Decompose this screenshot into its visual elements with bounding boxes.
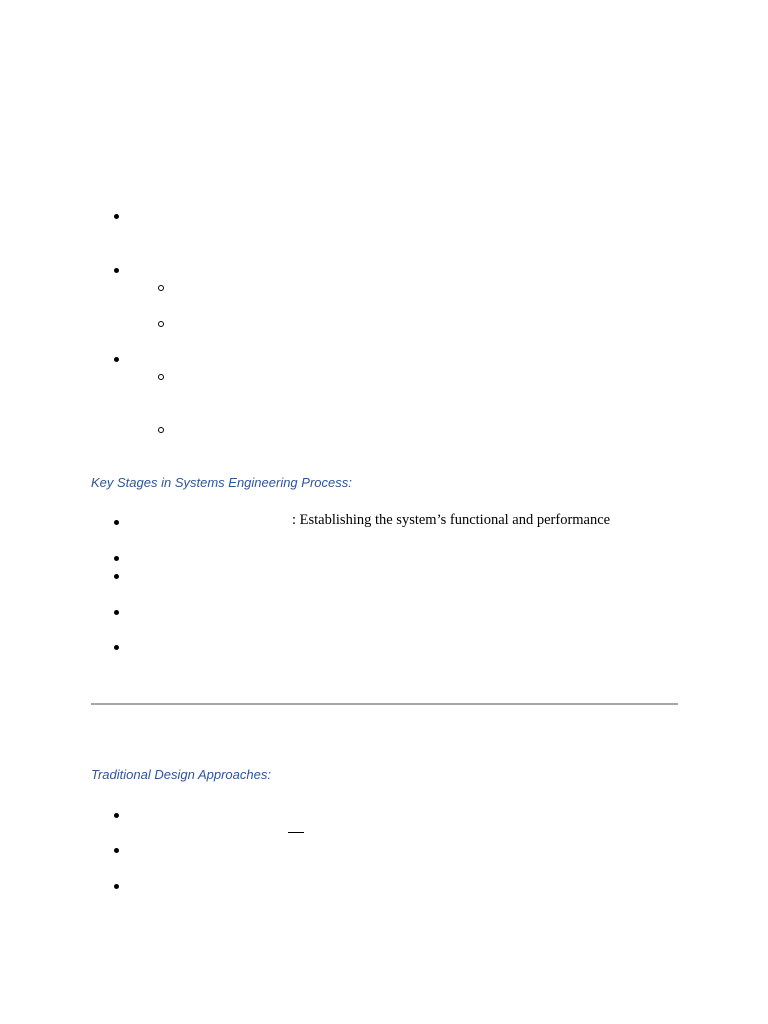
sublist-bullet [158, 374, 164, 380]
horizontal-divider [91, 703, 678, 705]
section-heading-key-stages: Key Stages in Systems Engineering Process: [91, 475, 352, 490]
list-bullet [114, 884, 119, 889]
list-bullet [114, 357, 119, 362]
em-dash-mark [288, 832, 304, 833]
list-bullet [114, 610, 119, 615]
list-bullet [114, 214, 119, 219]
sublist-bullet [158, 321, 164, 327]
list-bullet [114, 574, 119, 579]
section-heading-traditional-design: Traditional Design Approaches: [91, 767, 271, 782]
sublist-bullet [158, 427, 164, 433]
list-bullet [114, 556, 119, 561]
list-bullet [114, 268, 119, 273]
list-bullet [114, 848, 119, 853]
list-bullet [114, 813, 119, 818]
list-bullet [114, 520, 119, 525]
list-bullet [114, 645, 119, 650]
key-stage-item-text: : Establishing the system’s functional and performance [292, 512, 611, 528]
sublist-bullet [158, 285, 164, 291]
